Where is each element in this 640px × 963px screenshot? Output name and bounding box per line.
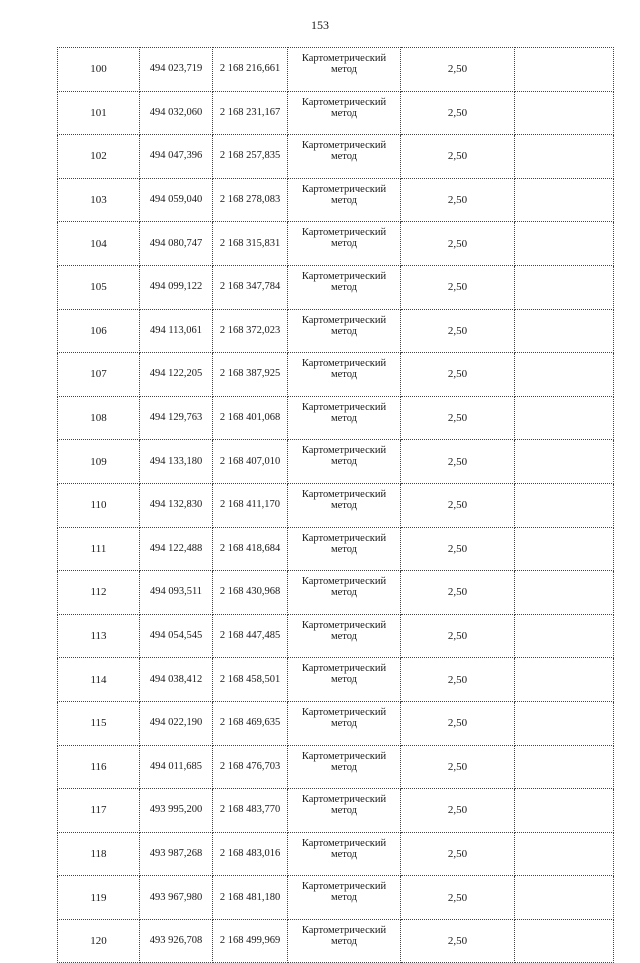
y-coordinate-cell: 2 168 430,968: [213, 571, 288, 615]
accuracy-cell: 2,50: [401, 832, 515, 876]
y-coordinate-cell: 2 168 483,770: [213, 789, 288, 833]
method-text: Картометрический метод: [301, 619, 387, 642]
y-coordinate-cell: 2 168 418,684: [213, 527, 288, 571]
method-text: Картометрический метод: [301, 401, 387, 424]
y-coordinate-cell: 2 168 499,969: [213, 919, 288, 963]
note-cell: [515, 527, 614, 571]
method-cell: [288, 658, 401, 702]
point-number-cell: 120: [58, 919, 140, 963]
accuracy-cell: 2,50: [401, 265, 515, 309]
note-cell: [515, 919, 614, 963]
note-cell: [515, 309, 614, 353]
y-coordinate-cell: 2 168 447,485: [213, 614, 288, 658]
note-cell: [515, 178, 614, 222]
method-text: Картометрический метод: [301, 488, 387, 511]
table-row: [58, 440, 614, 484]
method-text: Картометрический метод: [301, 881, 387, 904]
table-row: [58, 745, 614, 789]
method-text: Картометрический метод: [301, 663, 387, 686]
x-coordinate-cell: 494 093,511: [140, 571, 213, 615]
x-coordinate-cell: 494 022,190: [140, 701, 213, 745]
note-cell: [515, 832, 614, 876]
point-number-cell: 118: [58, 832, 140, 876]
x-coordinate-cell: 493 987,268: [140, 832, 213, 876]
x-coordinate-cell: 493 967,980: [140, 876, 213, 920]
method-cell: [288, 396, 401, 440]
y-coordinate-cell: 2 168 315,831: [213, 222, 288, 266]
accuracy-cell: 2,50: [401, 48, 515, 92]
accuracy-cell: 2,50: [401, 396, 515, 440]
table-row: [58, 658, 614, 702]
method-text: Картометрический метод: [301, 227, 387, 250]
method-cell: [288, 876, 401, 920]
method-cell: [288, 571, 401, 615]
point-number-cell: 119: [58, 876, 140, 920]
point-number-cell: 109: [58, 440, 140, 484]
table-row: [58, 789, 614, 833]
method-text: Картометрический метод: [301, 183, 387, 206]
accuracy-cell: 2,50: [401, 919, 515, 963]
x-coordinate-cell: 494 011,685: [140, 745, 213, 789]
accuracy-cell: 2,50: [401, 178, 515, 222]
accuracy-cell: 2,50: [401, 701, 515, 745]
note-cell: [515, 701, 614, 745]
note-cell: [515, 265, 614, 309]
x-coordinate-cell: 494 080,747: [140, 222, 213, 266]
method-cell: [288, 701, 401, 745]
method-text: Картометрический метод: [301, 53, 387, 75]
x-coordinate-cell: 494 133,180: [140, 440, 213, 484]
note-cell: [515, 876, 614, 920]
table-row: [58, 396, 614, 440]
method-text: Картометрический метод: [301, 532, 387, 555]
accuracy-cell: 2,50: [401, 91, 515, 135]
table-row: [58, 353, 614, 397]
point-number-cell: 115: [58, 701, 140, 745]
x-coordinate-cell: 494 054,545: [140, 614, 213, 658]
table-row: [58, 571, 614, 615]
y-coordinate-cell: 2 168 483,016: [213, 832, 288, 876]
y-coordinate-cell: 2 168 278,083: [213, 178, 288, 222]
y-coordinate-cell: 2 168 257,835: [213, 135, 288, 179]
x-coordinate-cell: 494 099,122: [140, 265, 213, 309]
point-number-cell: 102: [58, 135, 140, 179]
method-cell: [288, 745, 401, 789]
method-cell: [288, 135, 401, 179]
method-text: Картометрический метод: [301, 358, 387, 381]
point-number-cell: 104: [58, 222, 140, 266]
note-cell: [515, 571, 614, 615]
x-coordinate-cell: 494 059,040: [140, 178, 213, 222]
accuracy-cell: 2,50: [401, 353, 515, 397]
accuracy-cell: 2,50: [401, 789, 515, 833]
method-text: Картометрический метод: [301, 794, 387, 817]
table-body: [58, 48, 614, 963]
method-text: Картометрический метод: [301, 837, 387, 860]
note-cell: [515, 440, 614, 484]
point-number-cell: 106: [58, 309, 140, 353]
method-cell: [288, 614, 401, 658]
y-coordinate-cell: 2 168 401,068: [213, 396, 288, 440]
table-row: [58, 832, 614, 876]
x-coordinate-cell: 494 132,830: [140, 483, 213, 527]
x-coordinate-cell: 494 038,412: [140, 658, 213, 702]
y-coordinate-cell: 2 168 347,784: [213, 265, 288, 309]
point-number-cell: 117: [58, 789, 140, 833]
method-text: Картометрический метод: [301, 314, 387, 337]
y-coordinate-cell: 2 168 216,661: [213, 48, 288, 92]
point-number-cell: 116: [58, 745, 140, 789]
point-number-cell: 111: [58, 527, 140, 571]
method-text: Картометрический метод: [301, 706, 387, 729]
table-row: [58, 178, 614, 222]
accuracy-cell: 2,50: [401, 527, 515, 571]
point-number-cell: 110: [58, 483, 140, 527]
accuracy-cell: 2,50: [401, 440, 515, 484]
table-row: [58, 91, 614, 135]
x-coordinate-cell: 494 047,396: [140, 135, 213, 179]
table-row: [58, 876, 614, 920]
x-coordinate-cell: 494 122,205: [140, 353, 213, 397]
note-cell: [515, 353, 614, 397]
x-coordinate-cell: 494 122,488: [140, 527, 213, 571]
accuracy-cell: 2,50: [401, 658, 515, 702]
method-text: Картометрический метод: [301, 750, 387, 773]
point-number-cell: 112: [58, 571, 140, 615]
accuracy-cell: 2,50: [401, 745, 515, 789]
method-text: Картометрический метод: [301, 924, 387, 947]
note-cell: [515, 135, 614, 179]
x-coordinate-cell: 494 129,763: [140, 396, 213, 440]
x-coordinate-cell: 494 113,061: [140, 309, 213, 353]
accuracy-cell: 2,50: [401, 222, 515, 266]
page-number: 153: [311, 18, 329, 32]
method-cell: [288, 919, 401, 963]
y-coordinate-cell: 2 168 411,170: [213, 483, 288, 527]
x-coordinate-cell: 494 032,060: [140, 91, 213, 135]
table-row: [58, 527, 614, 571]
point-number-cell: 113: [58, 614, 140, 658]
point-number-cell: 103: [58, 178, 140, 222]
accuracy-cell: 2,50: [401, 614, 515, 658]
accuracy-cell: 2,50: [401, 876, 515, 920]
note-cell: [515, 396, 614, 440]
table-row: [58, 701, 614, 745]
table-row: [58, 135, 614, 179]
method-text: Картометрический метод: [301, 576, 387, 599]
point-number-cell: 107: [58, 353, 140, 397]
point-number-cell: 100: [58, 48, 140, 92]
note-cell: [515, 91, 614, 135]
y-coordinate-cell: 2 168 481,180: [213, 876, 288, 920]
method-cell: [288, 48, 401, 92]
accuracy-cell: 2,50: [401, 571, 515, 615]
note-cell: [515, 789, 614, 833]
y-coordinate-cell: 2 168 476,703: [213, 745, 288, 789]
table-row: [58, 919, 614, 963]
method-cell: [288, 353, 401, 397]
x-coordinate-cell: 493 995,200: [140, 789, 213, 833]
method-cell: [288, 309, 401, 353]
y-coordinate-cell: 2 168 387,925: [213, 353, 288, 397]
method-cell: [288, 527, 401, 571]
y-coordinate-cell: 2 168 407,010: [213, 440, 288, 484]
method-cell: [288, 483, 401, 527]
method-cell: [288, 440, 401, 484]
x-coordinate-cell: 493 926,708: [140, 919, 213, 963]
coordinates-table: [57, 47, 614, 963]
point-number-cell: 101: [58, 91, 140, 135]
y-coordinate-cell: 2 168 458,501: [213, 658, 288, 702]
y-coordinate-cell: 2 168 469,635: [213, 701, 288, 745]
note-cell: [515, 48, 614, 92]
point-number-cell: 114: [58, 658, 140, 702]
accuracy-cell: 2,50: [401, 483, 515, 527]
note-cell: [515, 614, 614, 658]
method-cell: [288, 91, 401, 135]
point-number-cell: 105: [58, 265, 140, 309]
method-text: Картометрический метод: [301, 270, 387, 293]
method-text: Картометрический метод: [301, 140, 387, 163]
method-cell: [288, 178, 401, 222]
method-cell: [288, 265, 401, 309]
y-coordinate-cell: 2 168 231,167: [213, 91, 288, 135]
method-text: Картометрический метод: [301, 445, 387, 468]
table-row: [58, 48, 614, 92]
note-cell: [515, 483, 614, 527]
x-coordinate-cell: 494 023,719: [140, 48, 213, 92]
table-row: [58, 265, 614, 309]
y-coordinate-cell: 2 168 372,023: [213, 309, 288, 353]
table-row: [58, 614, 614, 658]
table-row: [58, 222, 614, 266]
note-cell: [515, 222, 614, 266]
table-row: [58, 309, 614, 353]
method-cell: [288, 832, 401, 876]
accuracy-cell: 2,50: [401, 135, 515, 179]
method-cell: [288, 789, 401, 833]
point-number-cell: 108: [58, 396, 140, 440]
method-text: Картометрический метод: [301, 96, 387, 119]
table-row: [58, 483, 614, 527]
method-cell: [288, 222, 401, 266]
accuracy-cell: 2,50: [401, 309, 515, 353]
note-cell: [515, 658, 614, 702]
note-cell: [515, 745, 614, 789]
